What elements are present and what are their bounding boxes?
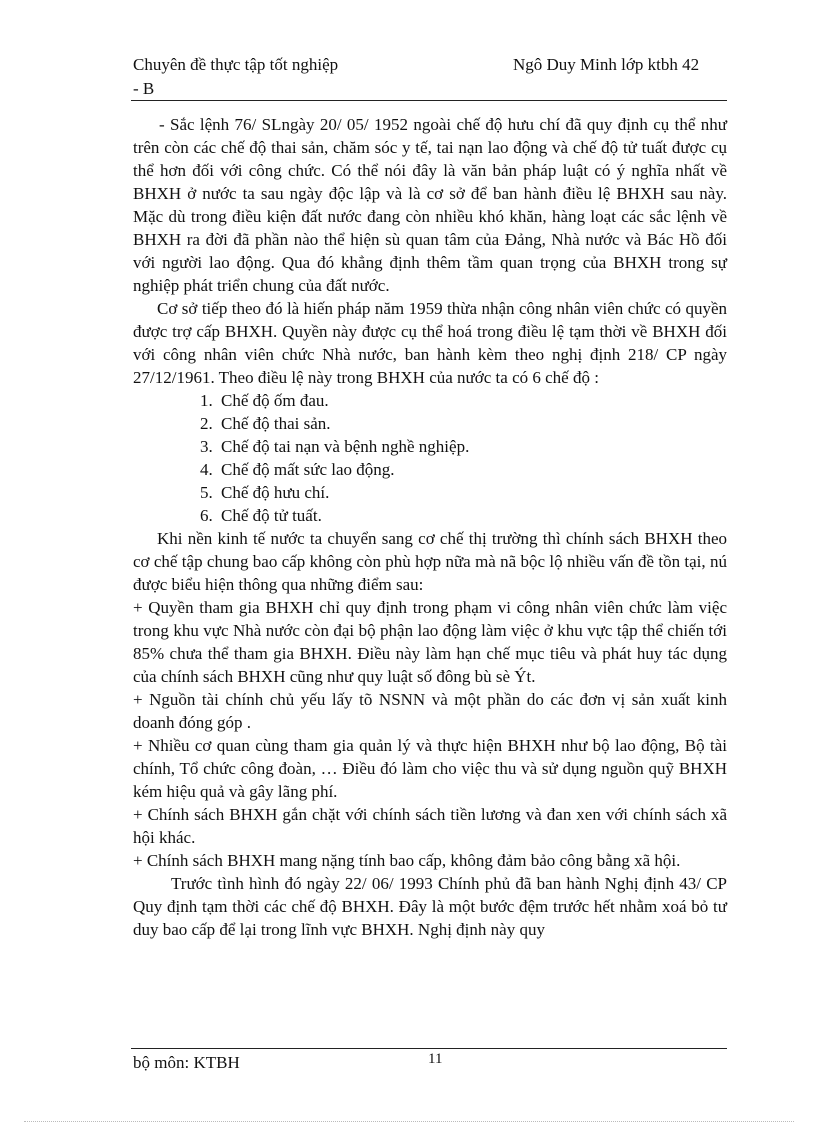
paragraph-3: Khi nền kinh tế nước ta chuyển sang cơ chế thị trường thì chính sách BHXH theo cơ chế tập chung bao cấp không còn phù hợp nữa mà nã bộc lộ nhiều vấn đề tồn tại, nú được biểu hiện thông qua những điểm sau:	[133, 529, 727, 594]
bullet-2: + Nguồn tài chính chủ yếu lấy tõ NSNN và một phần do các đơn vị sản xuất kinh doanh đóng góp .	[133, 690, 727, 732]
header-left-title: Chuyên đề thực tập tốt nghiệp	[133, 55, 339, 74]
list-item: 4. Chế độ mất sức lao động.	[217, 458, 727, 481]
paragraph-1: - Sắc lệnh 76/ SLngày 20/ 05/ 1952 ngoài chế độ hưu chí đã quy định cụ thể như trên còn các chế độ thai sản, chăm sóc y tế, tai nạn lao động và chế độ tử tuất được cụ thể hơn đối với công chức. Có thể nói đây là văn bản pháp luật có ý nghĩa nhất về BHXH ở nước ta sau ngày độc lập và là cơ sở để ban hành điều lệ BHXH sau này. Mặc dù trong điều kiện đất nước đang còn nhiều khó khăn, hàng loạt các sắc lệnh về BHXH ra đời đã phần nào thể hiện sù quan tâm của Đảng, Nhà nước và Bác Hồ đối với người lao động. Qua đó khẳng định thêm tầm quan trọng của BHXH trong sự nghiệp phát triển chung của đất nước.	[133, 115, 727, 295]
page-number: 11	[428, 1051, 443, 1067]
footer-department: bộ môn: KTBH	[133, 1053, 240, 1072]
list-item: 1. Chế độ ốm đau.	[217, 389, 727, 412]
header-divider	[131, 100, 727, 101]
page-edge-divider	[24, 1121, 794, 1122]
list-item: 5. Chế độ hưu chí.	[217, 481, 727, 504]
regime-list	[133, 389, 727, 527]
document-body	[133, 113, 727, 941]
paragraph-4: Trước tình hình đó ngày 22/ 06/ 1993 Chính phủ đã ban hành Nghị định 43/ CP Quy định tạm thời các chế độ BHXH. Đây là một bước đệm trước hết nhằm xoá bỏ tư duy bao cấp để lại trong lĩnh vực BHXH. Nghị định này quy	[133, 874, 727, 939]
bullet-3: + Nhiều cơ quan cùng tham gia quản lý và thực hiện BHXH như bộ lao động, Bộ tài chính, Tổ chức công đoàn, … Điều đó làm cho việc thu và sử dụng nguồn quỹ BHXH kém hiệu quả và gây lãng phí.	[133, 736, 727, 801]
bullet-5: + Chính sách BHXH mang nặng tính bao cấp, không đảm bảo công bằng xã hội.	[133, 851, 681, 870]
list-item: 3. Chế độ tai nạn và bệnh nghề nghiệp.	[217, 435, 727, 458]
list-item: 2. Chế độ thai sản.	[217, 412, 727, 435]
list-item: 6. Chế độ tử tuất.	[217, 504, 727, 527]
header-left-suffix: - B	[133, 79, 155, 98]
bullet-4: + Chính sách BHXH gắn chặt với chính sách tiền lương và đan xen với chính sách xã hội khác.	[133, 805, 727, 847]
bullet-1: + Quyền tham gia BHXH chỉ quy định trong phạm vi công nhân viên chức làm việc trong khu vực Nhà nước còn đại bộ phận lao động làm việc ở khu vực tập thể chiến tới 85% chưa thể tham gia BHXH. Điều này làm hạn chế mục tiêu và phát huy tác dụng của chính sách BHXH cũng như quy luật số đông bù sè Ýt.	[133, 598, 727, 686]
header-author: Ngô Duy Minh lớp ktbh 42	[513, 55, 700, 74]
paragraph-2: Cơ sở tiếp theo đó là hiến pháp năm 1959 thừa nhận công nhân viên chức có quyền được trợ cấp BHXH. Quyền này được cụ thể hoá trong điều lệ tạm thời về BHXH đối với công nhân viên chức Nhà nước, ban hành kèm theo nghị định 218/ CP ngày 27/12/1961. Theo điều lệ này trong BHXH của nước ta có 6 chế độ :	[133, 299, 727, 387]
